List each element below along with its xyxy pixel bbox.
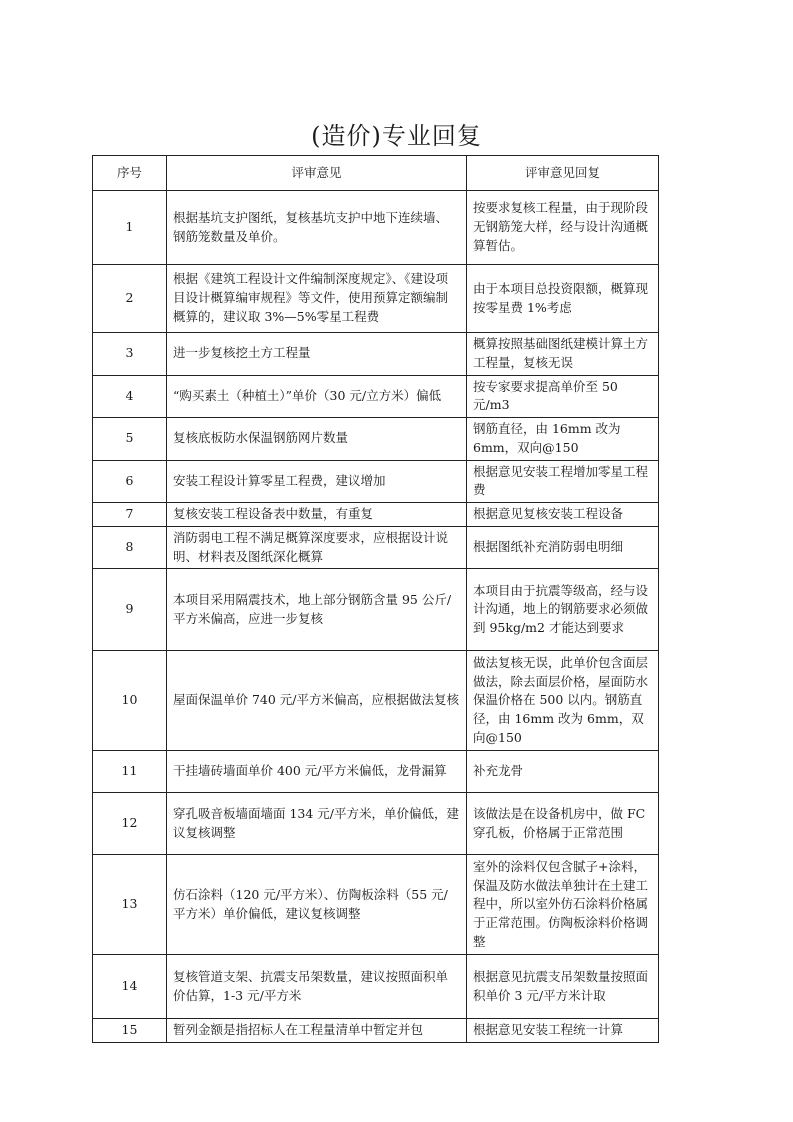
row-reply: 根据意见抗震支吊架数量按照面积单价 3 元/平方米计取 — [467, 955, 659, 1019]
row-reply: 室外的涂料仅包含腻子+涂料，保温及防水做法单独计在土建工程中，所以室外仿石涂料价格属于正常范围。仿陶板涂料价格调整 — [467, 855, 659, 955]
row-num: 3 — [93, 333, 167, 376]
row-opinion: 仿石涂料（120 元/平方米）、仿陶板涂料（55 元/平方米）单价偏低，建议复核调整 — [167, 855, 467, 955]
table-row — [93, 191, 659, 265]
table-row — [93, 375, 659, 418]
row-reply: 根据意见复核安装工程设备 — [467, 503, 659, 527]
table-row — [93, 569, 659, 651]
row-reply: 按专家要求提高单价至 50 元/m3 — [467, 375, 659, 418]
row-opinion: 复核底板防水保温钢筋网片数量 — [167, 418, 467, 461]
row-reply: 根据图纸补充消防弱电明细 — [467, 526, 659, 569]
table-row — [93, 1019, 659, 1043]
row-reply: 钢筋直径，由 16mm 改为 6mm，双向@150 — [467, 418, 659, 461]
table-row — [93, 793, 659, 855]
row-num: 4 — [93, 375, 167, 418]
row-opinion: 消防弱电工程不满足概算深度要求，应根据设计说明、材料表及图纸深化概算 — [167, 526, 467, 569]
row-opinion: “购买素土（种植土）”单价（30 元/立方米）偏低 — [167, 375, 467, 418]
row-reply: 本项目由于抗震等级高，经与设计沟通，地上的钢筋要求必须做到 95kg/m2 才能达到要求 — [467, 569, 659, 651]
row-num: 14 — [93, 955, 167, 1019]
table-row — [93, 503, 659, 527]
row-reply: 补充龙骨 — [467, 751, 659, 793]
row-opinion: 屋面保温单价 740 元/平方米偏高，应根据做法复核 — [167, 651, 467, 751]
row-num: 11 — [93, 751, 167, 793]
row-num: 9 — [93, 569, 167, 651]
row-reply: 根据意见安装工程统一计算 — [467, 1019, 659, 1043]
row-num: 8 — [93, 526, 167, 569]
table-row — [93, 751, 659, 793]
row-num: 12 — [93, 793, 167, 855]
row-num: 5 — [93, 418, 167, 461]
table-row — [93, 460, 659, 503]
table-row — [93, 855, 659, 955]
row-reply: 概算按照基础图纸建模计算土方工程量，复核无误 — [467, 333, 659, 376]
row-opinion: 本项目采用隔震技术，地上部分钢筋含量 95 公斤/平方米偏高，应进一步复核 — [167, 569, 467, 651]
row-opinion: 暂列金额是指招标人在工程量清单中暂定并包 — [167, 1019, 467, 1043]
row-opinion: 穿孔吸音板墙面墙面 134 元/平方米，单价偏低，建议复核调整 — [167, 793, 467, 855]
row-opinion: 复核管道支架、抗震支吊架数量，建议按照面积单价估算，1-3 元/平方米 — [167, 955, 467, 1019]
row-num: 10 — [93, 651, 167, 751]
table-row — [93, 418, 659, 461]
row-num: 13 — [93, 855, 167, 955]
header-reply: 评审意见回复 — [467, 156, 659, 191]
row-reply: 该做法是在设备机房中，做 FC 穿孔板，价格属于正常范围 — [467, 793, 659, 855]
page-title: (造价)专业回复 — [311, 122, 482, 150]
review-table — [92, 155, 659, 1043]
table-row — [93, 955, 659, 1019]
table-row — [93, 265, 659, 333]
header-num: 序号 — [93, 156, 167, 191]
row-num: 2 — [93, 265, 167, 333]
row-opinion: 根据《建筑工程设计文件编制深度规定》、《建设项目设计概算编审规程》等文件，使用预算定额编制概算的，建议取 3%—5%零星工程费 — [167, 265, 467, 333]
row-num: 15 — [93, 1019, 167, 1043]
table-row — [93, 651, 659, 751]
row-reply: 由于本项目总投资限额，概算现按零星费 1%考虑 — [467, 265, 659, 333]
row-opinion: 安装工程设计算零星工程费，建议增加 — [167, 460, 467, 503]
row-reply: 做法复核无误，此单价包含面层做法，除去面层价格，屋面防水保温价格在 500 以内。钢筋直径，由 16mm 改为 6mm，双向@150 — [467, 651, 659, 751]
row-num: 6 — [93, 460, 167, 503]
row-num: 7 — [93, 503, 167, 527]
table-row — [93, 333, 659, 376]
row-reply: 根据意见安装工程增加零星工程费 — [467, 460, 659, 503]
row-opinion: 进一步复核挖土方工程量 — [167, 333, 467, 376]
row-opinion: 根据基坑支护图纸，复核基坑支护中地下连续墙、钢筋笼数量及单价。 — [167, 191, 467, 265]
table-row — [93, 526, 659, 569]
table-header-row — [93, 156, 659, 191]
row-opinion: 干挂墙砖墙面单价 400 元/平方米偏低，龙骨漏算 — [167, 751, 467, 793]
row-num: 1 — [93, 191, 167, 265]
row-reply: 按要求复核工程量，由于现阶段无钢筋笼大样，经与设计沟通概算暂估。 — [467, 191, 659, 265]
header-opinion: 评审意见 — [167, 156, 467, 191]
row-opinion: 复核安装工程设备表中数量，有重复 — [167, 503, 467, 527]
